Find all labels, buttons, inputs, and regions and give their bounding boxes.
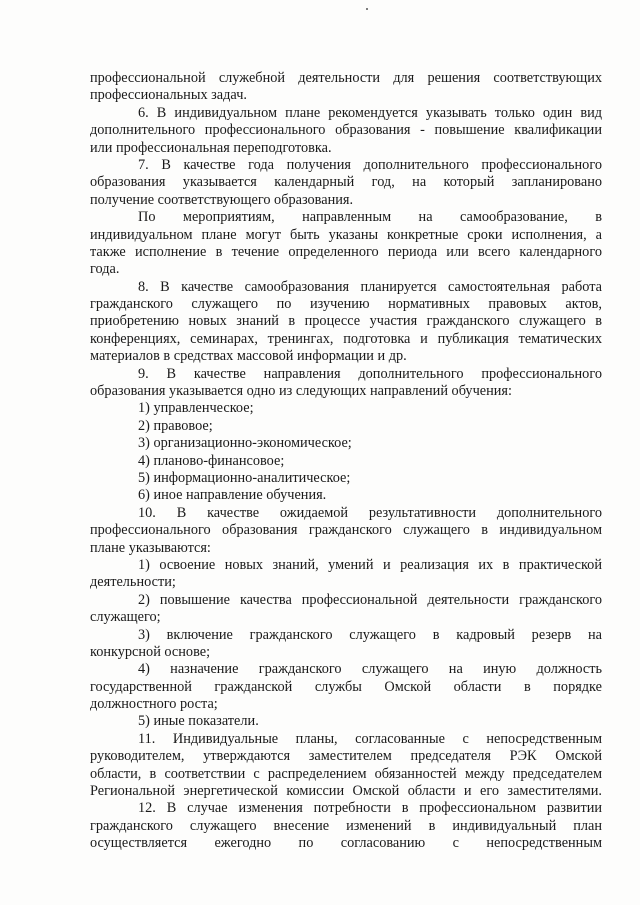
text-line: 9. В качестве направления дополнительного профессионального (138, 365, 602, 382)
text-line: 4) планово-финансовое; (138, 452, 285, 469)
text-line: руководителем, утверждаются заместителем председателя РЭК Омской (90, 748, 602, 765)
text-line: По мероприятиям, направленным на самообразование, в (138, 209, 602, 226)
text-line: 1) управленческое; (138, 400, 254, 417)
text-line: 6) иное направление обучения. (138, 487, 327, 504)
document-body (90, 70, 602, 853)
text-line: 3) включение гражданского служащего в кадровый резерв на (138, 626, 602, 643)
text-line: конкурсной основе; (90, 643, 211, 660)
text-line: 8. В качестве самообразования планируется самостоятельная работа (138, 278, 602, 295)
text-line: профессиональных задач. (90, 87, 247, 104)
text-line: получение соответствующего образования. (90, 191, 354, 208)
text-line: конференциях, семинарах, тренингах, подготовка и публикация тематических (90, 330, 602, 347)
text-line: гражданского служащего по изучению нормативных правовых актов, (90, 296, 602, 313)
text-line: 11. Индивидуальные планы, согласованные с непосредственным (138, 730, 602, 747)
text-line: государственной гражданской службы Омской области в порядке (90, 678, 602, 695)
text-line: гражданского служащего внесение изменений в индивидуальный план (90, 817, 602, 834)
text-line: служащего; (90, 609, 161, 626)
text-line: материалов в средствах массовой информации и др. (90, 348, 407, 365)
text-line: или профессиональная переподготовка. (90, 139, 332, 156)
text-line: 4) назначение гражданского служащего на иную должность (138, 661, 602, 678)
text-line: 5) иные показатели. (138, 713, 259, 730)
text-line: 5) информационно-аналитическое; (138, 469, 351, 486)
text-line: должностного роста; (90, 696, 218, 713)
text-line: дополнительного профессионального образования - повышение квалификации (90, 122, 602, 139)
text-line: профессионального образования гражданского служащего в индивидуальном (90, 522, 602, 539)
text-line: 3) организационно-экономическое; (138, 435, 352, 452)
text-line: осуществляется ежегодно по согласованию с непосредственным (90, 835, 602, 852)
text-line: 2) правовое; (138, 417, 213, 434)
text-line: 6. В индивидуальном плане рекомендуется указывать только один вид (138, 104, 602, 121)
text-line: профессиональной служебной деятельности для решения соответствующих (90, 70, 602, 86)
scan-speck (366, 8, 368, 10)
text-line: 10. В качестве ожидаемой результативности дополнительного (138, 504, 602, 521)
text-line: 7. В качестве года получения дополнительного профессионального (138, 156, 602, 173)
text-line: также исполнение в течение определенного периода или всего календарного (90, 243, 602, 260)
text-line: деятельности; (90, 574, 176, 591)
text-line: 1) освоение новых знаний, умений и реализация их в практической (138, 556, 602, 573)
text-line: образования указывается календарный год, на который запланировано (90, 174, 602, 191)
text-line: области, в соответствии с распределением обязанностей между председателем (90, 765, 602, 782)
text-line: индивидуальном плане могут быть указаны конкретные сроки исполнения, а (90, 226, 602, 243)
text-line: приобретению новых знаний в процессе участия гражданского служащего в (90, 313, 602, 330)
text-line: Региональной энергетической комиссии Омской области и его заместителями. (90, 783, 602, 800)
text-line: года. (90, 261, 120, 278)
text-line: 12. В случае изменения потребности в профессиональном развитии (138, 800, 602, 817)
text-line: плане указываются: (90, 539, 211, 556)
text-line: 2) повышение качества профессиональной деятельности гражданского (138, 591, 602, 608)
text-line: образования указывается одно из следующих направлений обучения: (90, 383, 512, 400)
